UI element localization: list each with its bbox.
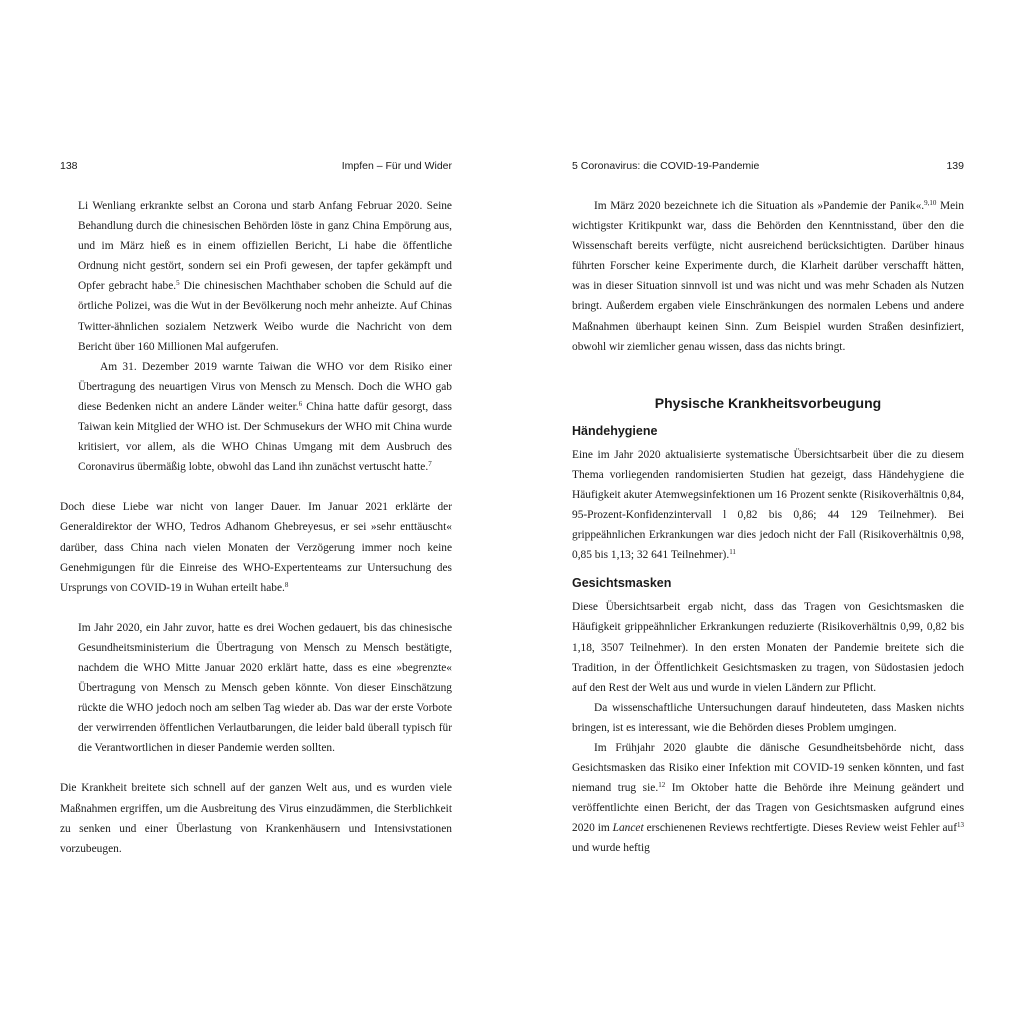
left-p1-text: Li Wenliang erkrankte selbst an Corona und starb Anfang Februar 2020. Seine Behandlung durch die chinesischen Behörden löste in ganz China Empörung aus, und im März hieß es in einem offiziellen Bericht, Li habe die öffentliche Ordnung nicht gestört, sondern sei ein Profi gewesen, der tapfer gekämpft und Opfer gebracht habe. [78,200,452,293]
subheading-haendehygiene: Händehygiene [572,423,658,438]
spacer [60,758,452,778]
right-paragraph-4: Da wissenschaftliche Untersuchungen darauf hindeuteten, dass Masken nichts bringen, ist es interessant, wie die Behörden dieses Problem umgingen. [572,701,964,734]
left-running-head [60,158,452,174]
right-paragraph-2 [572,445,964,566]
footnote-ref-11: 11 [729,548,736,557]
footnote-ref-12: 12 [658,781,666,790]
journal-name: Lancet [612,822,644,835]
left-paragraph-3 [60,497,452,597]
footnote-ref-13: 13 [957,821,964,830]
spacer [60,477,452,497]
footnote-ref-8: 8 [284,580,289,589]
left-running-title: Impfen – Für und Wider [341,160,452,172]
spacer [572,357,964,393]
footnote-ref-7: 7 [428,460,432,469]
spacer [60,598,452,618]
right-paragraph-5 [572,738,964,859]
left-p1b-text: Die chinesischen Machthaber schoben die Schuld auf die örtliche Polizei, was die Wut in der Bevölkerung noch mehr anheizte. Auf Chinas Twitter-ähnlichen sozialem Netzwerk Weibo wurde die Nachricht von dem Bericht über 160 Millionen Mal aufgerufen. [78,280,452,353]
section-heading: Physische Krankheitsvorbeugung [654,394,882,411]
right-page-number: 139 [946,160,964,172]
left-paragraph-4: Im Jahr 2020, ein Jahr zuvor, hatte es drei Wochen gedauert, bis das chinesische Gesundheitsministerium die Übertragung von Mensch zu Mensch bestätigte, nachdem die WHO Mitte Januar 2020 erklärt hatte, dass es eine »begrenzte« Übertragung von Mensch zu Mensch geben könnte. Von dieser Einschätzung rückte die WHO jedoch noch am selben Tag wieder ab. Das war der erste Vorbote der verwirrenden öffentlichen Verlautbarungen, die leider bald überall typisch für die Verantwortlichen in dieser Pandemie werden sollten. [78,621,452,755]
footnote-ref-6: 6 [298,399,303,408]
right-p5b-text: Im Oktober hatte die Behörde ihre Meinung geändert und veröffentlichte einen Bericht, der das Tragen von Gesichtsmasken aufgrund eines 2020 im [572,782,964,835]
left-p2a-text: Am 31. Dezember 2019 warnte Taiwan die WHO vor dem Risiko einer Übertragung des neuartigen Virus von Mensch zu Mensch. Doch die WHO gab diese Bedenken nicht an andere Länder weiter. [78,360,452,413]
right-running-title: 5 Coronavirus: die COVID-19-Pandemie [572,160,760,172]
subheading-gesichtsmasken: Gesichtsmasken [572,576,672,591]
right-p5c-text: erschienenen Reviews rechtfertigte. Dieses Review weist Fehler auf [646,822,957,835]
footnote-ref-5: 5 [176,279,180,288]
right-p1b-text: Mein wichtigster Kritikpunkt war, dass die Behörden den Kenntnisstand, über den die Wissenschaft bereits verfügte, nicht ausreichend berücksichtigten. Darüber hinaus führten Forscher keine Experimente durch, die Klarheit darüber verschafft hätten, was in dieser Situation sinnvoll ist und was nicht und was mehr Schaden als Nutzen bringt. Außerdem ergaben viele Einschränkungen des normalen Lebens und andere Maßnahmen überhaupt keinen Sinn. Zum Beispiel wurden Straßen desinfiziert, obwohl wir ziemlicher genau wissen, dass das nichts bringt. [572,200,964,353]
right-p1a-text: Im März 2020 bezeichnete ich die Situation als »Pandemie der Panik«. [594,200,925,212]
right-paragraph-1 [572,196,964,357]
left-indented-block [60,196,452,477]
left-page-number: 138 [60,160,78,172]
right-running-head [572,158,964,174]
left-paragraph-5: Die Krankheit breitete sich schnell auf der ganzen Welt aus, und es wurden viele Maßnahmen ergriffen, um die Ausbreitung des Virus einzudämmen, die Sterblichkeit zu senken und einer Überlastung von Krankenhäusern und Intensivstationen vorzubeugen. [60,782,452,855]
left-body [60,196,452,859]
spacer [572,413,964,421]
left-indented-block-2 [60,618,452,759]
left-p3-text: Doch diese Liebe war nicht von langer Dauer. Im Januar 2021 erklärte der Generaldirektor der WHO, Tedros Adhanom Ghebreyesus, er sei »sehr enttäuscht« darüber, dass China nach vielen Monaten der Verzögerung immer noch keine Genehmigungen für die Einreise des WHO-Expertenteams zur Untersuchung des Ursprungs von COVID-19 in Wuhan erteilt habe. [60,501,452,594]
left-paragraph-1 [78,196,452,357]
left-page [60,0,452,1024]
right-p5d-text: und wurde heftig [572,842,650,855]
right-page [572,0,964,1024]
spacer [572,565,964,573]
right-p2-text: Eine im Jahr 2020 aktualisierte systematische Übersichtsarbeit über die zu diesem Thema vorliegenden randomisierten Studien hat gezeigt, dass Händehygiene die Häufigkeit akuter Atemwegsinfektionen um 16 Prozent senkte (Risikoverhältnis 0,84, 95-Prozent-Konfidenzintervall l 0,82 bis 0,86; 44 129 Teilnehmer). Bei grippeähnlichen Erkrankungen war dies jedoch nicht der Fall (Risikoverhältnis 0,98, 0,85 bis 1,13; 32 641 Teilnehmer). [572,448,964,562]
right-paragraph-3: Diese Übersichtsarbeit ergab nicht, dass das Tragen von Gesichtsmasken die Häufigkeit grippeähnlicher Erkrankungen reduzierte (Risikoverhältnis 0,99, 0,82 bis 1,18, 3507 Teilnehmer). In den ersten Monaten der Pandemie breitete sich die Tradition, in der Öffentlichkeit Gesichtsmasken zu tragen, von Südostasien jedoch auf den Rest der Welt aus und wurde in vielen Ländern zur Pflicht. [572,601,964,694]
right-body [572,196,964,859]
left-paragraph-2 [78,357,452,478]
footnote-ref-9-10: 9,10 [924,199,937,207]
right-p5a-text: Im Frühjahr 2020 glaubte die dänische Gesundheitsbehörde nicht, dass Gesichtsmasken das Risiko einer Infektion mit COVID-19 senken könnten, und fast niemand trug sie. [572,741,964,795]
left-p2b-text: China hatte dafür gesorgt, dass Taiwan kein Mitglied der WHO ist. Der Schmusekurs der WHO mit China wurde kritisiert, vor allem, als die WHO Chinas Umgang mit dem Ausbruch des Coronavirus übermäßig lobte, obwohl das Land ihn zunächst vertuscht hatte. [78,400,452,474]
